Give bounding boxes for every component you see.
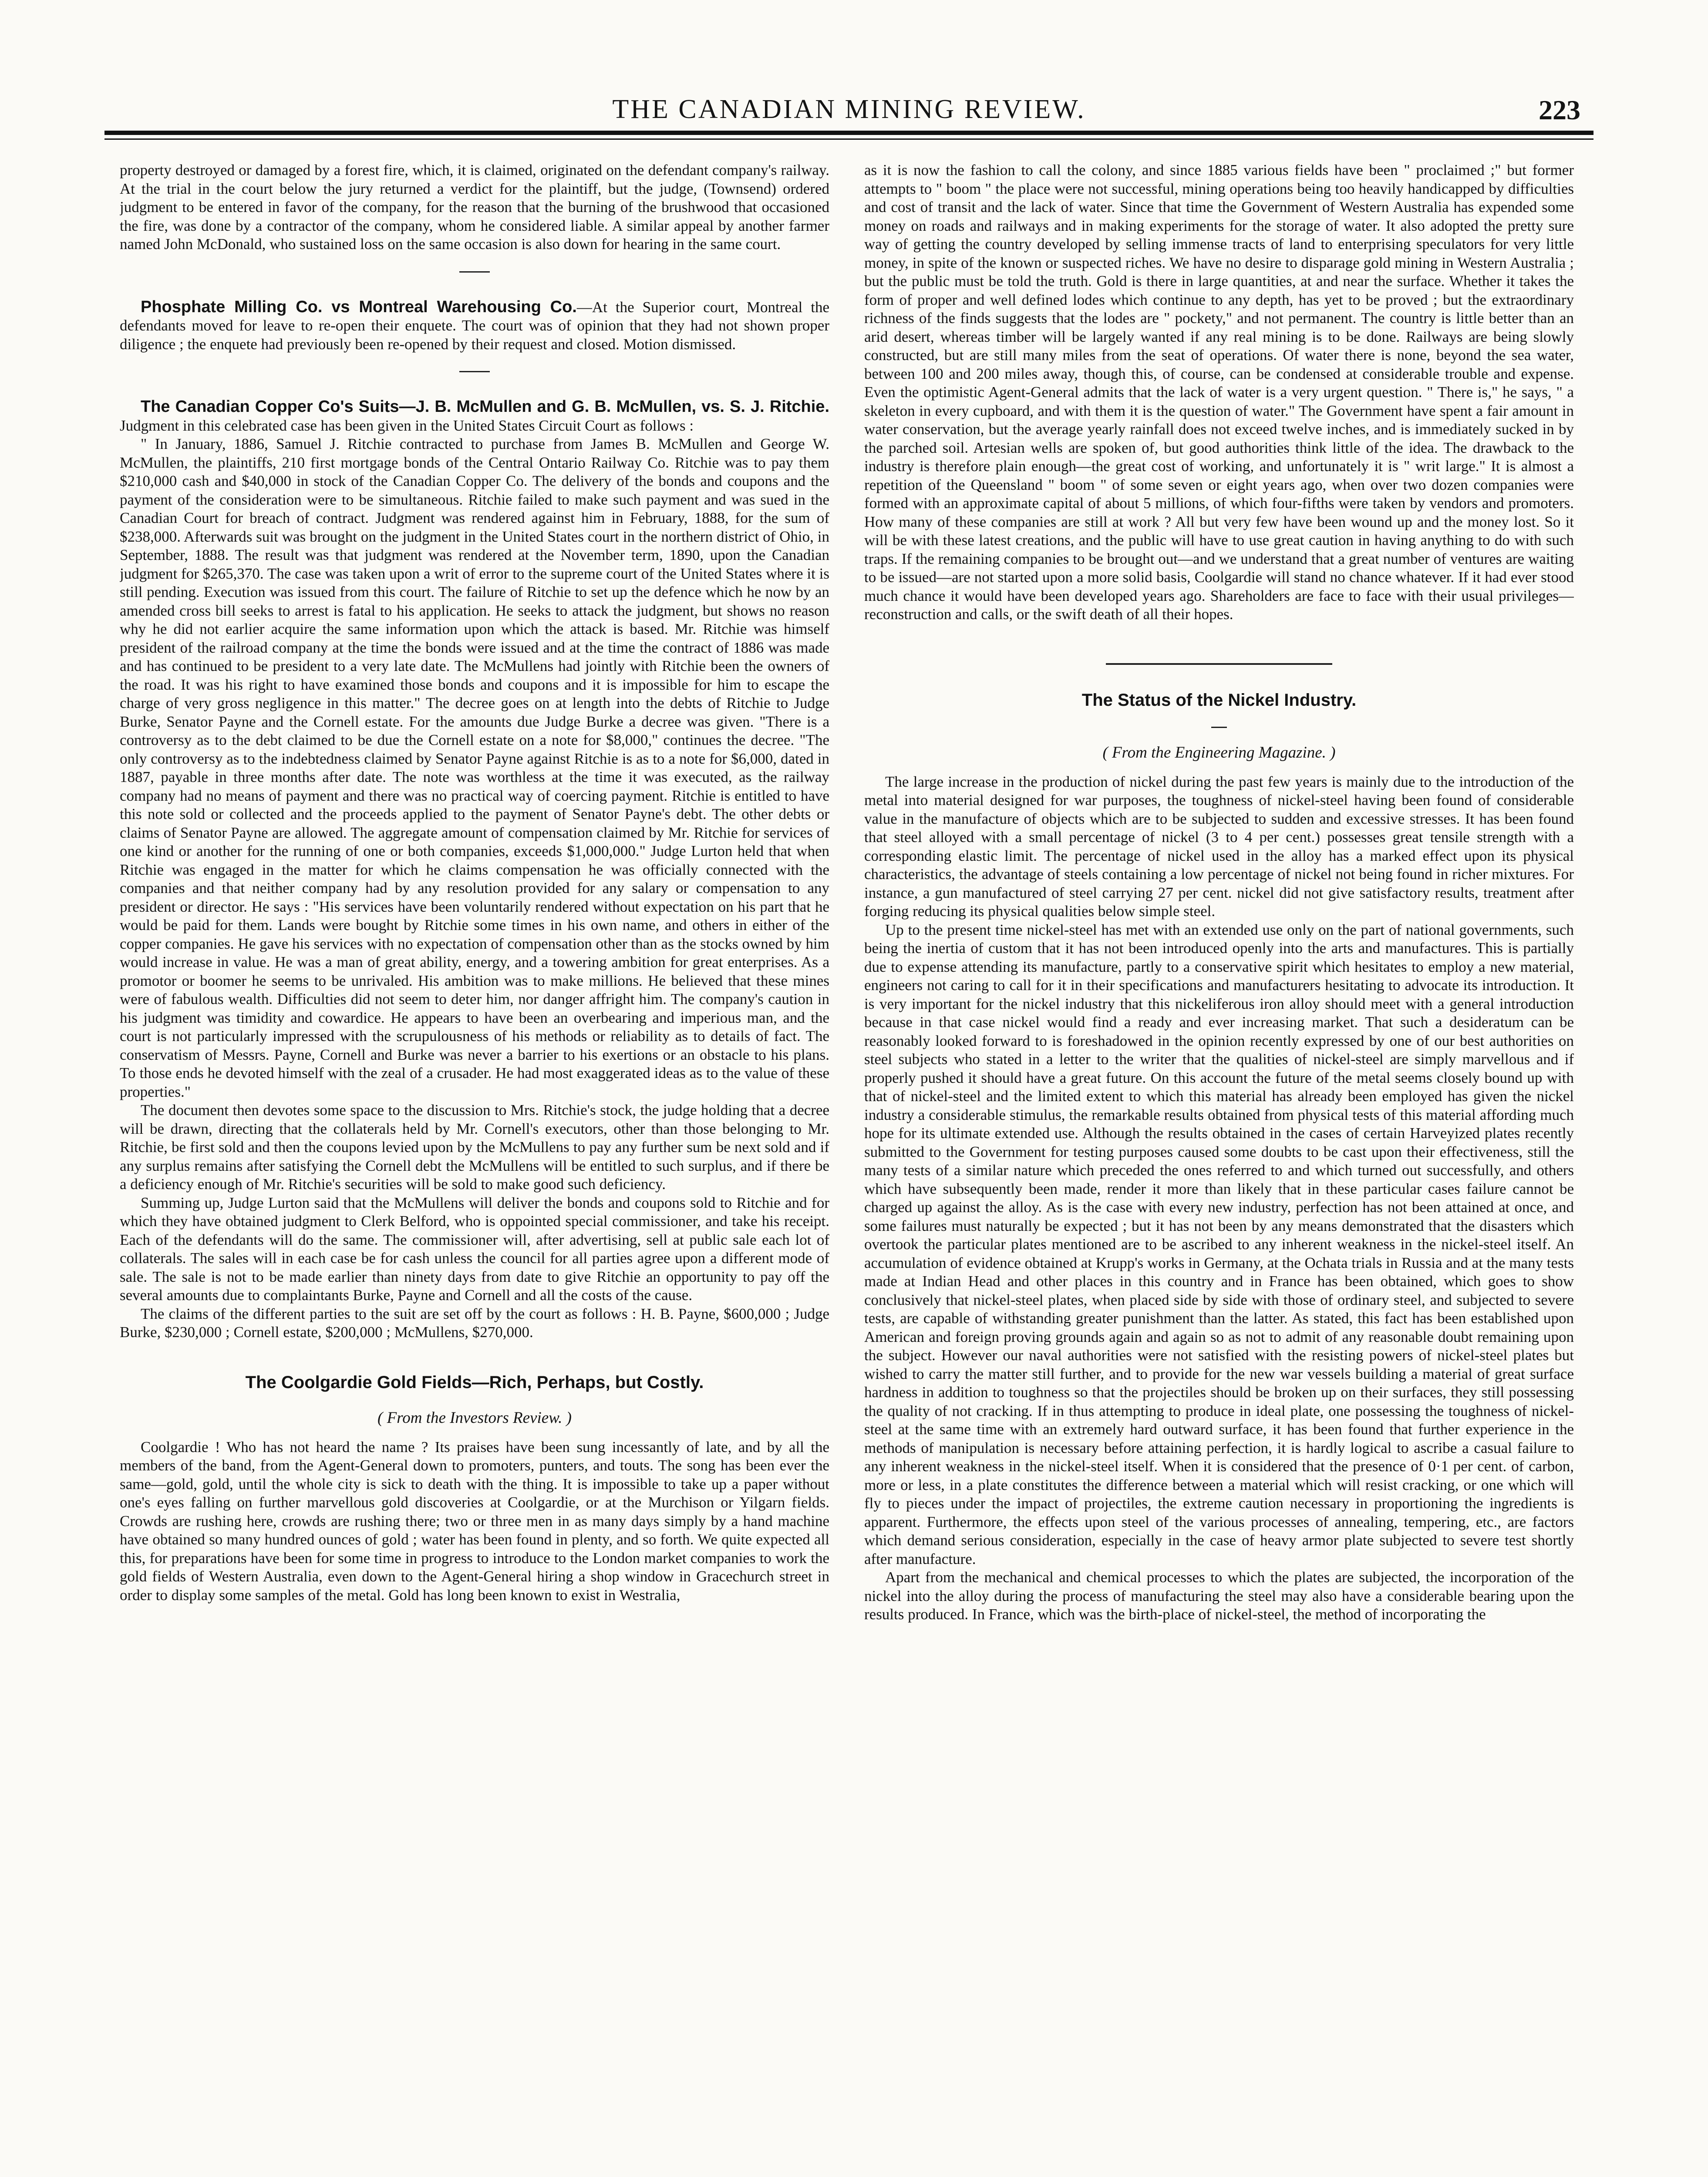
right-column — [864, 161, 1574, 2177]
page-number: 223 — [1539, 94, 1580, 125]
copper-heading: The Canadian Copper Co's Suits—J. B. McMullen and G. B. McMullen, vs. S. J. Ritchie. — [141, 398, 829, 416]
phosphate-article — [120, 298, 829, 354]
opening-fragment: property destroyed or damaged by a forest fire, which, it is claimed, originated on the defendant company's railway. At the trial in the court below the jury returned a verdict for the plaintiff, but the judge, (Townsend) ordered judgment to be entered in favor of the company, for the reason that the burning of the brushwood that occasioned the fire, was done by a contractor of the company, whom he considered liable. A similar appeal by another farmer named John McDonald, who sustained loss on the same occasion is also down for hearing in the same court. — [120, 162, 829, 253]
phosphate-text: —At the Superior court, Montreal the defendants moved for leave to re-open their enquete. The court was of opinion that they had not shown proper diligence ; the enquete had previously been re-opened by their request and closed. Motion dismissed. — [120, 298, 829, 353]
phosphate-heading: Phosphate Milling Co. vs Montreal Warehousing Co. — [141, 297, 577, 316]
left-column — [120, 161, 829, 2177]
nickel-source: ( From the Engineering Magazine. ) — [1102, 744, 1336, 762]
copper-paragraph: The document then devotes some space to the discussion to Mrs. Ritchie's stock, the judge holding that a decree will be drawn, directing that the collaterals held by Mr. Cornell's executors, other than those belonging to Mr. Ritchie, be first sold and then the coupons levied upon by the McMullens to pay any further sum be next sold and if any surplus remains after satisfying the Cornell debt the McMullens will be entitled to such surplus, and if there be a deficiency enough of Mr. Ritchie's securities will be sold to make good such deficiency. — [120, 1102, 829, 1193]
coolgardie-continued: as it is now the fashion to call the colony, and since 1885 various fields have been " proclaimed ;" but former attempts to " boom " the place were not successful, mining operations being too heavily handicapped by difficulties and cost of transit and the lack of water. Since that time the Government of Western Australia has expended some money on roads and railways and in making experiments for the storage of water. It also adopted the pretty sure way of getting the country developed by selling immense tracts of land to enterprising speculators for very little money, in spite of the known or suspected riches. We have no desire to disparage gold mining in Western Australia ; but the public must be told the truth. Gold is there in large quantities, at and near the surface. Whether it takes the form of proper and well defined lodes which continue to any depth, has yet to be proved ; but the extraordinary richness of the finds suggests that the lodes are " pockety," and not permanent. The country is little better than an arid desert, whereas timber will be largely wanted if any real mining is to be done. Railways are being slowly constructed, but are still many miles from the seat of operations. Of water there is none, beyond the sea water, between 100 and 200 miles away, though this, of course, can be condensed at considerable trouble and expense. Even the optimistic Agent-General admits that the lack of water is a very urgent question. " There is," he says, " a skeleton in every cupboard, and with them it is the question of water." The Government have spent a fair amount in water conservation, but the average yearly rainfall does not exceed twelve inches, and is immediately sucked in by the parched soil. Artesian wells are spoken of, but good authorities think little of the idea. The drawback to the industry is therefore plain enough—the great cost of working, and unfortunately it is " writ large." It is almost a repetition of the Queensland " boom " of some seven or eight years ago, when over two dozen companies were formed with an approximate capital of about 5 millions, of which four-fifths were taken by vendors and promoters. How many of these companies are still at work ? All but very few have been wound up and the money lost. So it will be with these latest creations, and the public will have to use great caution in having anything to do with such traps. If the remaining companies to be brought out—and we understand that a great number of ventures are waiting to be issued—are not started upon a more solid basis, Coolgardie will stand no chance whatever. If it had ever stood much chance it would have been developed years ago. Shareholders are face to face with their usual privileges—reconstruction and calls, or the swift death of all their hopes. — [864, 162, 1574, 623]
nickel-paragraph: The large increase in the production of nickel during the past few years is mainly due to the introduction of the metal into material designed for war purposes, the toughness of nickel-steel having been found of considerable value in the manufacture of objects which are to be subjected to sudden and excessive stresses. It has been found that steel alloyed with a small percentage of nickel (3 to 4 per cent.) possesses great tensile strength with a corresponding elastic limit. The percentage of nickel used in the alloy has a marked effect upon its physical characteristics, the advantage of steels containing a low percentage of nickel not being found in richer mixtures. For instance, a gun manufactured of steel carrying 27 per cent. nickel did not give satisfactory results, treatment after forging reducing its physical qualities below simple steel. — [864, 773, 1574, 920]
coolgardie-paragraph: Coolgardie ! Who has not heard the name ? Its praises have been sung incessantly of late, and by all the members of the band, from the Agent-General down to promoters, punters, and touts. The song has been ever the same—gold, gold, until the whole city is sick to death with the thing. It is impossible to take up a paper without one's eyes falling on further marvellous gold discoveries at Coolgardie, or at the Murchison or Yilgarn fields. Crowds are rushing here, crowds are rushing there; two or three men in as many days simply by a hand machine have obtained so many hundred ounces of gold ; water has been found in plenty, and so forth. We quite expected all this, for preparations have been for some time in progress to introduce to the London market companies to work the gold fields of Western Australia, even down to the Agent-General hiring a shop window in Gracechurch street in order to display some samples of the metal. Gold has long been known to exist in Westralia, — [120, 1438, 829, 1604]
header-rule-thin — [104, 138, 1593, 140]
journal-title: THE CANADIAN MINING REVIEW. — [612, 94, 1086, 124]
section-divider — [459, 371, 490, 372]
coolgardie-heading: The Coolgardie Gold Fields—Rich, Perhaps, but Costly. — [245, 1372, 704, 1392]
section-divider — [459, 271, 490, 273]
copper-intro: Judgment in this celebrated case has been given in the United States Circuit Court as follows : — [120, 417, 694, 434]
coolgardie-source: ( From the Investors Review. ) — [377, 1409, 572, 1427]
copper-paragraph: The claims of the different parties to the suit are set off by the court as follows : H. B. Payne, $600,000 ; Judge Burke, $230,000 ; Cornell estate, $200,000 ; McMullens, $270,000. — [120, 1305, 829, 1341]
heading-dash — [1211, 727, 1227, 728]
copper-paragraph: " In January, 1886, Samuel J. Ritchie contracted to purchase from James B. McMullen and George W. McMullen, the plaintiffs, 210 first mortgage bonds of the Central Ontario Railway Co. Ritchie was to pay them $210,000 cash and $40,000 in stock of the Canadian Copper Co. The delivery of the bonds and coupons and the payment of the consideration were to be simultaneous. Ritchie failed to make such payment and was sued in the Canadian Court for breach of contract. Judgment was rendered against him in February, 1888, for the sum of $238,000. Afterwards suit was brought on the judgment in the United States court in the northern district of Ohio, in September, 1888. The result was that judgment was rendered at the November term, 1890, upon the Canadian judgment for $265,370. The case was taken upon a writ of error to the supreme court of the United States where it is still pending. Execution was issued from this court. The failure of Ritchie to set up the defence which he now by an amended cross bill seeks to arrest is fatal to his application. He seeks to attack the judgment, but shows no reason why he did not earlier acquire the same information upon which the attack is based. Mr. Ritchie was himself president of the railroad company at the time the bonds were issued and at the time the contract of 1886 was made and has continued to be president to a very late date. The McMullens had jointly with Ritchie been the owners of the road. It was his right to have examined those bonds and coupons and it is impossible for him to escape the charge of very gross negligence in this matter." The decree goes on at length into the debts of Ritchie to Judge Burke, Senator Payne and the Cornell estate. For the amounts due Judge Burke a decree was given. "There is a controversy as to the debt claimed to be due the Cornell estate on a note for $8,000," continues the decree. "The only controversy as to the indebtedness claimed by Senator Payne against Ritchie is as to a note for $6,000, dated in 1887, payable in three months after date. The note was worthless at the time it was executed, as the railway company had no means of payment and there was no practical way of coercing payment. Ritchie is entitled to have this note sold or collected and the proceeds applied to the payment of Senator Payne's debt. The other debts or claims of Senator Payne are allowed. The aggregate amount of compensation claimed by Mr. Ritchie for services of one kind or another for the running of one or both companies, exceeds $1,000,000." Judge Lurton held that when Ritchie was engaged in the matter for which he claims compensation he was officially connected with the companies and that neither company had by any resolution provided for any salary or compensation to any president or director. He says : "His services have been voluntarily rendered without expectation on his part that he would be paid for them. Lands were bought by Ritchie some times in his own name, and others in either of the copper companies. He gave his services with no expectation of compensation other than as the stocks owned by him would increase in value. He was a man of great ability, energy, and a towering ambition for great enterprises. As a promotor or boomer he seems to be unrivaled. His ambition was to make millions. He believed that these mines were of fabulous wealth. Difficulties did not seem to deter him, nor danger affright him. The company's caution in his judgment was timidity and cowardice. He appears to have been an overbearing and imperious man, and the court is not particularly impressed with the scrupulousness of his methods or reliability as to details of fact. The conservatism of Messrs. Payne, Cornell and Burke was never a barrier to his exertions or an obstacle to his plans. To those ends he devoted himself with the zeal of a crusader. He had most exaggerated ideas as to the value of these properties." — [120, 435, 829, 1100]
nickel-heading: The Status of the Nickel Industry. — [1081, 690, 1357, 710]
nickel-paragraph: Apart from the mechanical and chemical processes to which the plates are subjected, the incorporation of the nickel into the alloy during the process of manufacturing the steel may also have a considerable bearing upon the results produced. In France, which was the birth-place of nickel-steel, the method of incorporating the — [864, 1569, 1574, 1623]
header-rule-thick — [104, 131, 1593, 135]
copper-paragraph: Summing up, Judge Lurton said that the McMullens will deliver the bonds and coupons sold to Ritchie and for which they have obtained judgment to Clerk Belford, who is oppointed special commissioner, and take his receipt. Each of the defendants will do the same. The commissioner will, after advertising, sell at public sale each lot of collaterals. The sales will in each case be for cash unless the council for all parties agree upon a different mode of sale. The sale is not to be made earlier than ninety days from date to give Ritchie an opportunity to pay off the several amounts due to complaintants Burke, Payne and Cornell and all the costs of the cause. — [120, 1194, 829, 1304]
copper-article-intro — [120, 398, 829, 435]
section-rule — [1106, 663, 1332, 665]
section-gap — [120, 1342, 829, 1373]
nickel-paragraph: Up to the present time nickel-steel has met with an extended use only on the part of national governments, such being the inertia of custom that it has not been introduced openly into the arts and manufactures. This is partially due to expense attending its manufacture, partly to a conservative spirit which hesitates to employ a new material, engineers not caring to call for it in their specifications and manufacturers hesitating to advocate its introduction. It is very important for the nickel industry that this nickeliferous iron alloy should meet with a general introduction because in that case nickel would find a ready and ever increasing market. That such a desideratum can be reasonably looked forward to is foreshadowed in the opinion recently expressed by one of our best authorities on steel subjects who stated in a letter to the writer that the qualities of nickel-steel are simply marvellous and if properly pushed it should have a great future. On this account the future of the metal seems closely bound up with that of nickel-steel and the limited extent to which this material has already been employed has given the nickel industry a considerable stimulus, the remarkable results obtained from physical tests of this material affording much hope for its ultimate extended use. Although the results obtained in the cases of certain Harveyized plates recently submitted to the Government for testing purposes caused some doubts to be cast upon their effectiveness, still the many tests of a similar nature which preceded the ones referred to and which turned out successfully, and others which have subsequently been made, render it more than likely that in these particular cases failure cannot be charged up against the alloy. As is the case with every new industry, perfection has not been attained at once, and some failures must naturally be expected ; but it has not been by any means demonstrated that the disasters which overtook the particular plates mentioned are to be ascribed to any inherent weakness in the nickel-steel itself. An accumulation of evidence obtained at Krupp's works in Germany, at the Ochata trials in Russia and at the many tests made at Indian Head and other places in this country and in France has been obtained, which goes to show conclusively that nickel-steel plates, when placed side by side with those of ordinary steel, and subjected to severe tests, are capable of withstanding greater punishment than the latter. As stated, this fact has been established upon American and foreign proving grounds again and again so as not to admit of any reasonable doubt remaining upon the subject. However our naval authorities were not satisfied with the resisting powers of nickel-steel plates but wished to carry the matter still further, and to provide for the new war vessels building a material of great surface hardness in addition to toughness so that the projectiles should be broken up on their surfaces, they still possessing the quality of not cracking. If in thus attempting to produce in ideal plate, one possessing the toughness of nickel-steel at the same time with an extremely hard outward surface, it has been found that further experience in the methods of manipulation is necessary before attaining perfection, it is hardly logical to ascribe a casual failure to any inherent weakness in the nickel-steel itself. When it is considered that the presence of 0·1 per cent. of carbon, more or less, in a plate constitutes the difference between a material which will resist cracking, or one which will fly to pieces under the impact of projectiles, the extreme caution necessary in proportioning the ingredients is apparent. Furthermore, the effects upon steel of the various processes of annealing, tempering, etc., are factors which demand serious consideration, especially in the case of heavy armor plate subjected to severe test shortly after manufacture. — [864, 921, 1574, 1567]
